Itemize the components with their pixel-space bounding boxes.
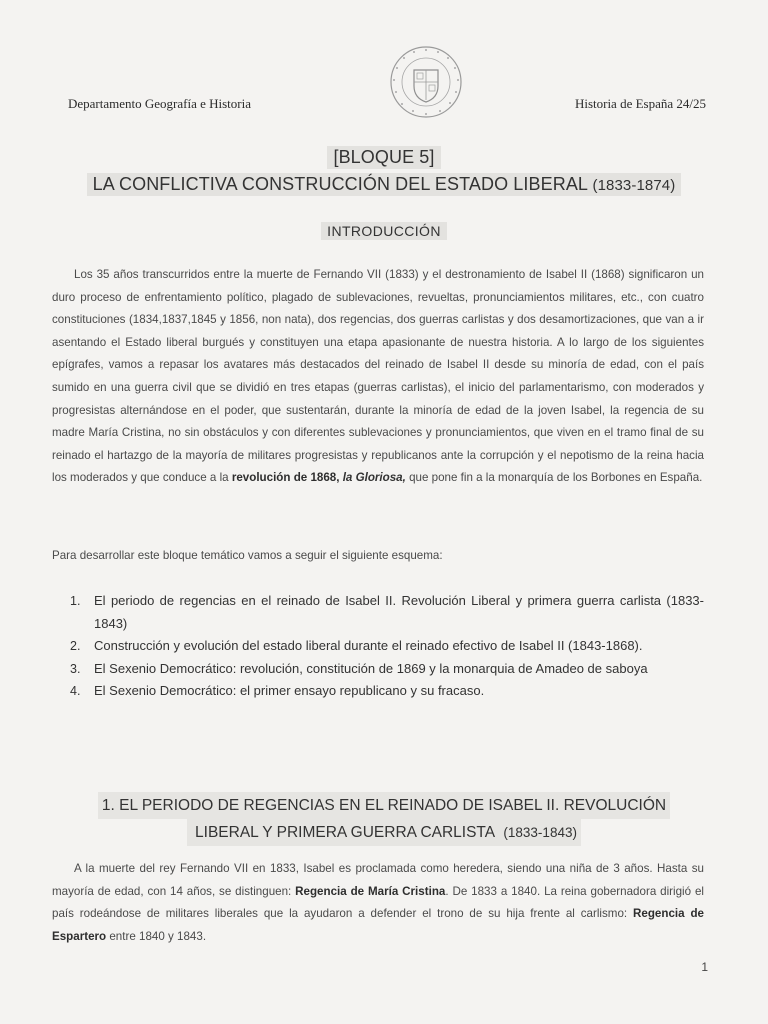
course-header: Historia de España 24/25 [574,96,706,111]
title-block [0,146,768,196]
list-item-text: El periodo de regencias en el reinado de Isabel II. Revolución Liberal y primera guerra carlista (1833-1843) [94,593,704,631]
section-1-heading-line2-text: LIBERAL Y PRIMERA GUERRA CARLISTA [191,819,499,846]
intro-bold: revolución de 1868, [231,471,340,485]
list-item-number: 1. [70,594,81,608]
bloque-label: [BLOQUE 5] [327,146,440,169]
list-item-text: El Sexenio Democrático: revolución, constitución de 1869 y la monarquia de Amadeo de saboya [94,660,648,676]
section-1-text-a: A la muerte del rey Fernando VII en 1833, Isabel es proclamada como heredera, siendo una niña de 3 años. Hasta su mayoría de edad, con 14 años, se distinguen: [52,862,704,898]
section-1-text-c: . De 1833 a 1840. La reina gobernadora dirigió el país rodeándose de militares liberales que la ayudaron a defender el trono de su hija frente al carlismo: [52,884,704,921]
intro-italic: la Gloriosa, [342,471,406,485]
list-item-number: 3. [70,661,81,676]
section-1-bold-regencia-maria-cristina: Regencia de María Cristina [295,884,446,898]
list-item-number: 2. [70,639,81,653]
section-1-heading [0,792,768,846]
list-item-text: Construcción y evolución del estado liberal durante el reinado efectivo de Isabel II (1843-1868). [94,638,643,653]
department-header: Departamento Geografía e Historia [68,96,252,111]
section-1-bold-regencia-espartero: Regencia de Espartero [52,907,704,943]
page-title-dates: (1833-1874) [592,177,676,194]
list-item [70,635,704,658]
intro-heading: INTRODUCCIÓN [321,222,447,240]
intro-paragraph [52,264,704,490]
intro-text: Los 35 años transcurridos entre la muerte de Fernando VII (1833) y el destronamiento de Isabel II (1868) significaron un duro proceso de enfrentamiento político, plagado de sublevaciones, revueltas, pronunciamientos militares, etc., con cuatro constituciones (1834,1837,1845 y 1856, non nata), dos regencias, dos guerras carlistas y dos desamortizaciones, que van a ir asentando el Estado liberal burgués y constituyen una etapa apasionante de nuestra historia. A lo largo de los siguientes epígrafes, vamos a repasar los avatares más destacados del reinado de Isabel II desde su minoría de edad, con el país sumido en una guerra civil que se dividió en tres etapas (guerras carlistas), el inicio del parlamentarismo, con moderados y progresistas alternándose en el poder, que sustentarán, durante la minoría de edad de la joven Isabel, la regencia de su madre María Cristina, no sin obstáculos y con diferentes sublevaciones y pronunciamientos, que viven en el tramo final de su reinado el hartazgo de la mayoría de militares progresistas y republicanos ante la corrupción y el nepotismo de la reina hacia los moderados y que conduce a la [52,268,704,485]
section-1-heading-line1: 1. EL PERIODO DE REGENCIAS EN EL REINADO DE ISABEL II. REVOLUCIÓN [98,792,670,819]
page-title [87,173,682,196]
list-item [70,590,704,635]
school-seal-icon [388,44,464,120]
scheme-intro: Para desarrollar este bloque temático vamos a seguir el siguiente esquema: [52,549,443,562]
section-1-heading-dates: (1833-1843) [503,825,577,840]
scheme-list [70,590,704,703]
list-item [70,680,704,703]
page-title-text: LA CONFLICTIVA CONSTRUCCIÓN DEL ESTADO LIBERAL [92,174,588,194]
list-item [70,658,704,681]
section-1-heading-line2 [187,819,581,846]
intro-heading-wrap [0,222,768,241]
section-1-paragraph [52,858,704,948]
intro-text-end: que pone fin a la monarquía de los Borbones en España. [409,471,703,485]
list-item-number: 4. [70,684,81,698]
section-1-text-e: entre 1840 y 1843. [109,929,207,943]
page-number: 1 [701,960,708,974]
list-item-text: El Sexenio Democrático: el primer ensayo republicano y su fracaso. [94,683,485,698]
